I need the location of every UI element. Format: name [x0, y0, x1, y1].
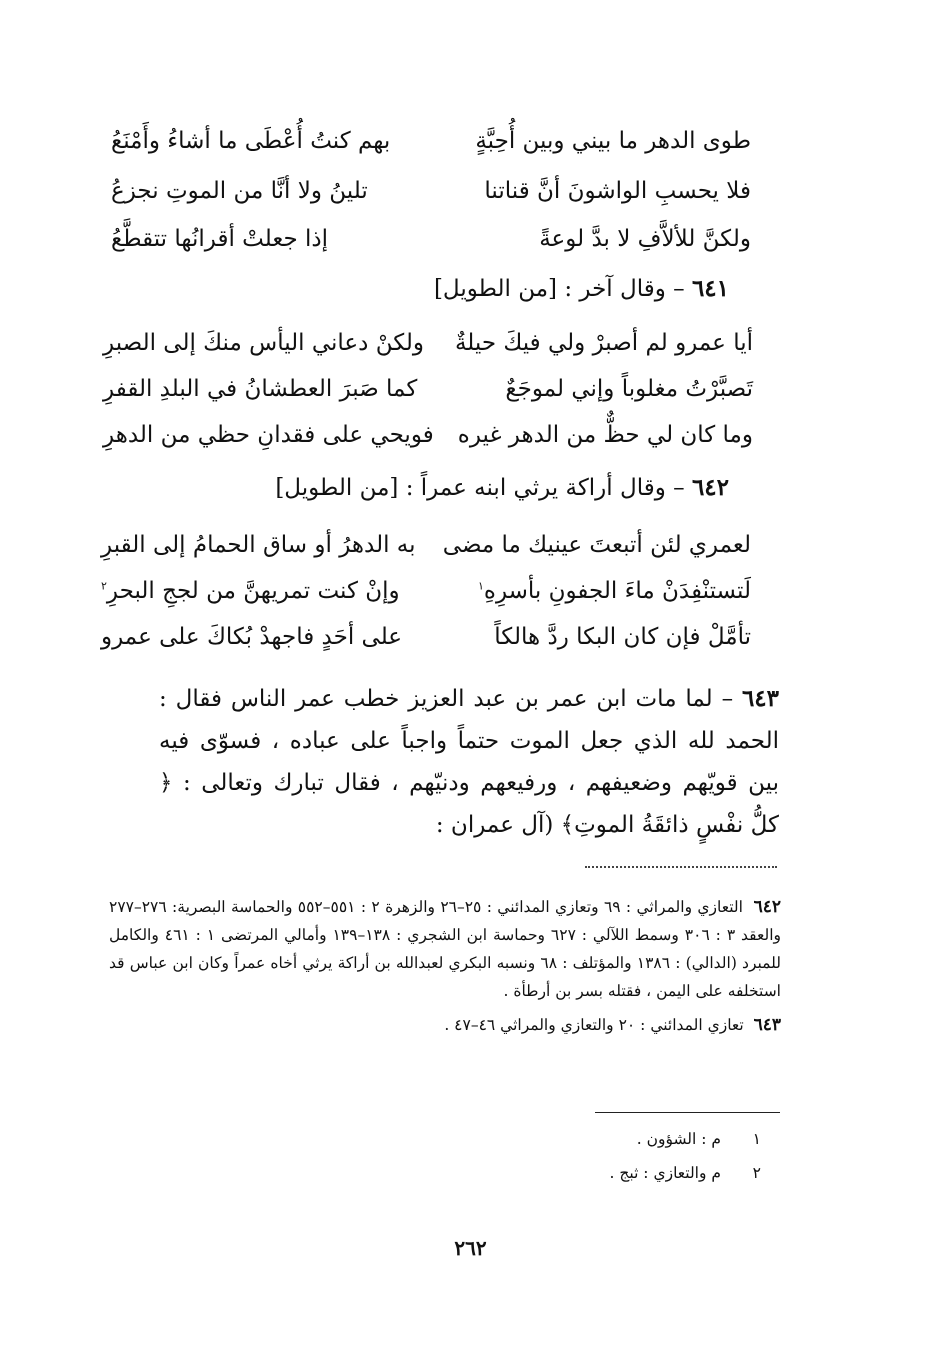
verse-first-hemistich: تَصبَّرْتُ مغلوباً وإني لموجَعٌ: [505, 376, 753, 402]
footnote-text: م والتعازي : ثبج .: [609, 1164, 721, 1182]
verse-text: لَتستنْفِدَنْ ماءَ الجفونِ بأسرِهِ: [483, 578, 751, 604]
entry-text: – لما مات ابن عمر بن عبد العزيز خطب عمر الناس فقال : الحمد لله الذي جعل الموت حتماً واجباً على عباده ، فسوّى فيه بين قويّهم وضعيفهم ، ورفيعهم ودنيّهم ، فقال تبارك وتعالى : ﴿ كلُّ نفْسٍ ذائقَةُ الموتِ﴾ (آل عمران :: [159, 686, 779, 838]
entry-heading-641: [434, 275, 729, 302]
verse-first-hemistich: وما كان لي حظٌّ من الدهر غيره: [457, 422, 753, 448]
footnote-separator: [595, 1112, 780, 1113]
verse-second-hemistich: على أحَدٍ فاجهدْ بُكاكَ على عمرو: [101, 624, 403, 650]
footnote: [637, 1130, 761, 1148]
verse-line: [103, 424, 753, 447]
verse-second-hemistich: بهم كنتُ أُعْطَى ما أشاءُ وأَمْنَعُ: [111, 128, 391, 154]
verse-line: [101, 580, 751, 603]
verse-second-hemistich: فويحي على فقدانِ حظي من الدهرِ: [103, 422, 434, 448]
verse-first-hemistich: أيا عمرو لم أصبرْ ولي فيكَ حيلةٌ: [454, 330, 753, 356]
entry-number: ٦٤٢: [691, 474, 729, 501]
verse-line: [111, 130, 751, 153]
verse-second-hemistich: به الدهرُ أو ساق الحمامُ إلى القبرِ: [101, 532, 416, 558]
verse-second-hemistich: تلينُ ولا أنَّا من الموتِ نجزعُ: [111, 178, 368, 204]
entry-number: ٦٤١: [691, 275, 729, 302]
note-number: ٦٤٢: [753, 897, 782, 917]
verse-first-hemistich: تأمَّلْ فإن كان البكا ردَّ هالكاً: [494, 624, 751, 650]
dotted-separator: [585, 866, 777, 868]
source-note: [109, 1011, 781, 1039]
verse-second-hemistich: كما صَبرَ العطشانُ في البلدِ القفرِ: [103, 376, 418, 402]
verse-first-hemistich: ولكنَّ للألاَّفِ لا بدَّ لوعةً: [539, 226, 751, 252]
entry-number: ٦٤٣: [741, 685, 779, 712]
verse-first-hemistich: طوى الدهر ما بيني وبين أُحِبَّةٍ: [475, 128, 751, 154]
verse-second-hemistich: ولكنْ دعاني اليأس منكَ إلى الصبرِ: [103, 330, 425, 356]
note-text: التعازي والمراثي : ٦٩ وتعازي المدائني : ٢٥–٢٦ والزهرة ٢ : ٥٥١–٥٥٢ والحماسة البصرية: ٢٧٦–٢٧٧ والعقد ٣ : ٣٠٦ وسمط اللآلي : ٦٢٧ وحماسة ابن الشجري : ١٣٨–١٣٩ وأمالي المرتضى ١ : ٤٦١ والكامل للمبرد (الدالي) : ١٣٨٦ والمؤتلف : ٦٨ ونسبه البكري لعبدالله بن أراكة يرثي أخاه عمراً وكان ابن عباس قد استخلفه على اليمن ، فقتله بسر بن أرطأة .: [109, 898, 782, 1000]
entry-paragraph-643: [159, 678, 779, 846]
verse-second-hemistich: إذا جعلتْ أقرانُها تتقطَّعُ: [111, 226, 329, 252]
footnote-number: ١: [752, 1130, 761, 1148]
footnote-marker: ١: [477, 579, 484, 593]
verse-second-hemistich: [101, 580, 400, 603]
verse-line: [101, 626, 751, 649]
verse-line: [111, 228, 751, 251]
footnote-number: ٢: [752, 1164, 761, 1182]
verse-line: [103, 332, 753, 355]
note-text: تعازي المدائني : ٢٠ والتعازي والمراثي ٤٦–٤٧ .: [444, 1016, 744, 1034]
verse-line: [101, 534, 751, 557]
note-number: ٦٤٣: [753, 1015, 781, 1035]
entry-heading-text: – وقال أراكة يرثي ابنه عمراً : [من الطويل]: [275, 475, 685, 501]
verse-first-hemistich: فلا يحسبِ الواشونَ أنَّ قناتنا: [484, 178, 751, 204]
page-number: ٢٦٢: [454, 1236, 487, 1260]
footnote-marker: ٢: [101, 579, 107, 593]
footnote: [610, 1164, 761, 1182]
source-notes: [109, 893, 781, 1039]
footnote-text: م : الشؤون .: [636, 1130, 721, 1148]
entry-heading-text: – وقال آخر : [من الطويل]: [433, 276, 685, 302]
verse-first-hemistich: لعمري لئن أتبعتَ عينيك ما مضى: [442, 532, 751, 558]
verse-text: وإنْ كنت تمريهنَّ من لججِ البحرِ: [106, 578, 400, 604]
verse-first-hemistich: [478, 580, 751, 603]
source-note: [109, 893, 781, 1005]
verse-line: [103, 378, 753, 401]
verse-line: [111, 180, 751, 203]
entry-heading-642: [275, 474, 729, 501]
